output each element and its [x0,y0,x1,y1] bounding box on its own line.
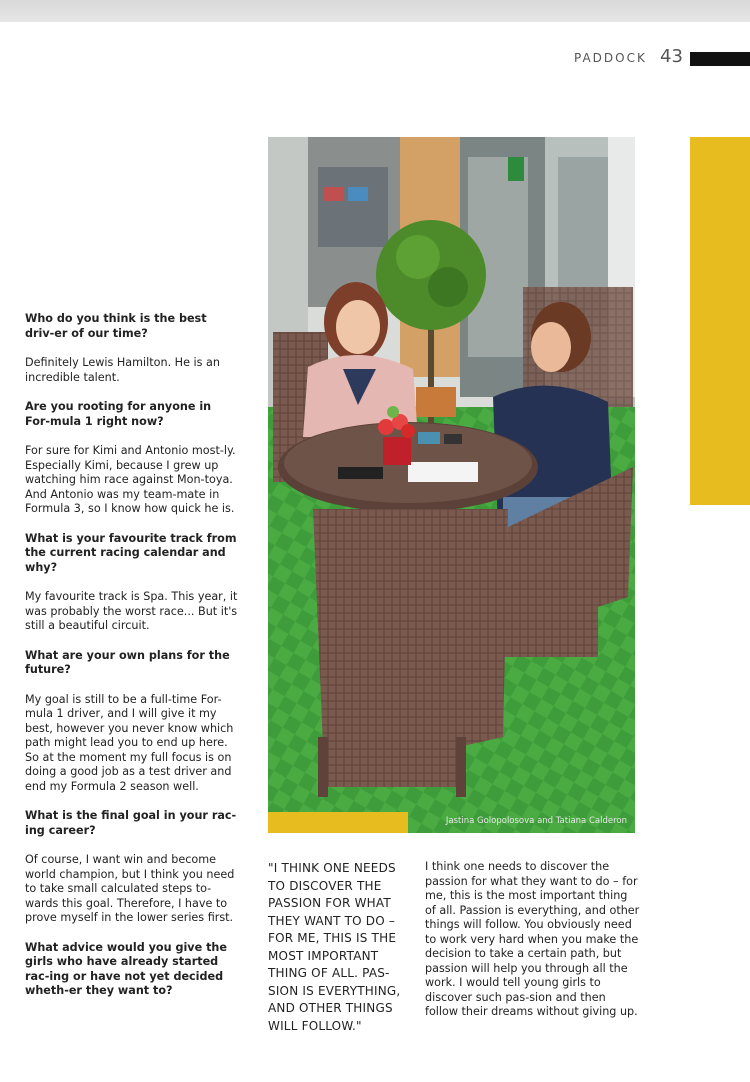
question-2: Are you rooting for anyone in For-mula 1 right now? [25,400,212,428]
question-5: What is the final goal in your rac-ing career? [25,809,237,837]
pull-quote: "I THINK ONE NEEDS TO DISCOVER THE PASSION FOR WHAT THEY WANT TO DO – FOR ME, THIS IS THE MOST IMPORTANT THING OF ALL. PAS-SION IS EVERYTHING, AND OTHER THINGS WILL FOLLOW." [268,861,401,1033]
photo-illustration [268,137,635,833]
caption-yellow-block [268,812,408,833]
yellow-accent-bar [690,137,750,505]
page-number: 43 [660,46,683,67]
question-6: What advice would you give the girls who have already started rac-ing or have not yet decided wheth-er they want to? [25,940,227,997]
interview-photo [268,137,635,833]
photo-caption: Jastina Golopolosova and Tatiana Calderon [445,816,627,826]
answer-5: Of course, I want win and become world champion, but I think you need to take small calculated steps to-wards this goal. Therefore, I have to prove myself in the lower series first. [25,853,235,924]
header-black-tab [690,52,750,66]
answer-4: My goal is still to be a full-time For-mula 1 driver, and I will give it my best, however you never know which path might lead you to end up here. So at the moment my full focus is on doing a good job as a test driver and end my Formula 2 season well. [25,692,234,793]
interview-column [25,312,238,999]
section-label: PADDOCK [574,51,647,65]
answer-2: For sure for Kimi and Antonio most-ly. Especially Kimi, because I grew up watching him race against Mon-toya. And Antonio was my team-mate in Formula 3, so I know how quick he is. [25,444,236,515]
question-3: What is your favourite track from the current racing calendar and why? [25,531,237,574]
question-1: Who do you think is the best driv-er of our time? [25,312,207,340]
answer-1: Definitely Lewis Hamilton. He is an incredible talent. [25,356,220,384]
top-bar [0,0,750,22]
answer-3: My favourite track is Spa. This year, it was probably the worst race... But it's still a beautiful circuit. [25,590,238,632]
answer-6: I think one needs to discover the passion for what they want to do – for me, this is the most important thing of all. Passion is everything, and other things will follow. You obviously need to work very hard when you make the decision to take a certain path, but passion will help you through all the work. I would tell young girls to discover such pas-sion and then follow their dreams without giving up. [425,860,640,1018]
question-4: What are your own plans for the future? [25,648,230,676]
